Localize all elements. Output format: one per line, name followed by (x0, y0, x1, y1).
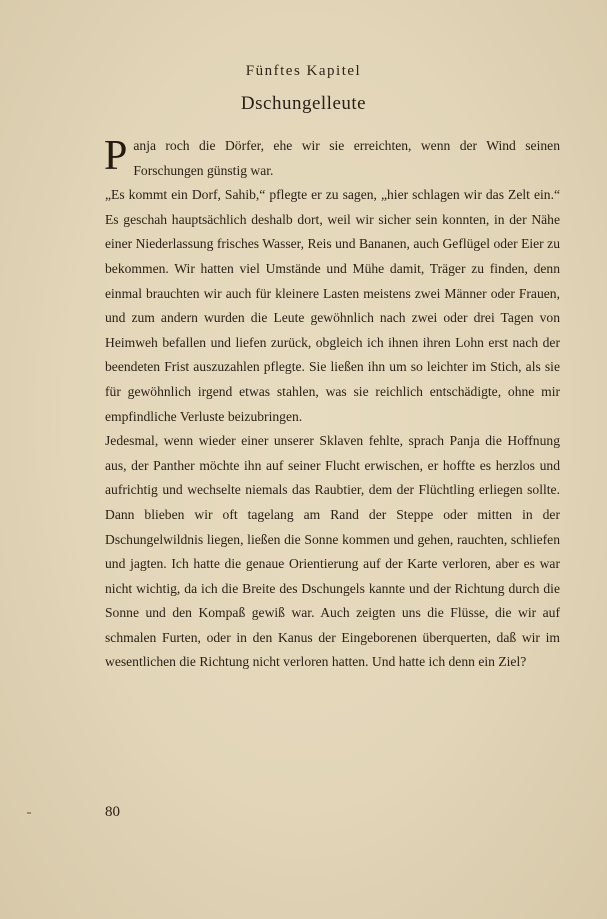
chapter-title: Dschungelleute (240, 93, 367, 114)
paragraph-3: Jedesmal, wenn wieder einer unserer Sklaven fehlte, sprach Panja die Hoffnung aus, der Panther möchte ihn auf seiner Flucht erwischen, er hoffte es herzlos und aufrichtig und wechselte niemals das Raubtier, dem der Flüchtling erliegen sollte. Dann blieben wir oft tagelang am Rand der Steppe oder mitten in der Dschungelwildnis liegen, ließen die Sonne kommen und gehen, rauchten, schliefen und jagten. Ich hatte die genaue Orientierung auf der Karte verloren, aber es war nicht wichtig, da ich die Breite des Dschungels kannte und der Richtung durch die Sonne und den Kompaß gewiß war. Auch zeigten uns die Flüsse, die wir auf schmalen Furten, oder in den Kanus der Eingeborenen überquerten, daß wir im wesentlichen die Richtung nicht verloren hatten. Und hatte ich denn ein Ziel? (105, 433, 560, 670)
paragraph-1-text: anja roch die Dörfer, ehe wir sie erreichten, wenn der Wind seinen Forschungen günstig war. (133, 138, 560, 178)
chapter-heading: Fünftes Kapitel (245, 63, 362, 79)
drop-cap: P (104, 133, 128, 179)
paragraph-2: „Es kommt ein Dorf, Sahib,“ pflegte er zu sagen, „hier schlagen wir das Zelt ein.“ Es geschah hauptsächlich deshalb dort, weil wir sicher sein konnten, in der Nähe einer Niederlassung frisches Wasser, Reis und Bananen, auch Geflügel oder Eier zu bekommen. Wir hatten viel Umstände und Mühe damit, Träger zu finden, denn einmal brauchten wir auch für kleinere Lasten meistens zwei Männer oder Frauen, und zum andern wurden die Leute gewöhnlich nach zwei oder drei Tagen von Heimweh befallen und liefen zurück, obgleich ich ihnen ihren Lohn erst nach der beendeten Frist auszuzahlen pflegte. Sie ließen ihn um so leichter im Stich, als sie für gewöhnlich irgend etwas stahlen, was sie reichlich entschädigte, ohne mir empfindliche Verluste beizubringen. (105, 187, 560, 424)
margin-mark (27, 812, 31, 814)
body-text (105, 134, 560, 675)
page-number: 80 (105, 804, 120, 820)
paragraph-1 (105, 134, 560, 183)
